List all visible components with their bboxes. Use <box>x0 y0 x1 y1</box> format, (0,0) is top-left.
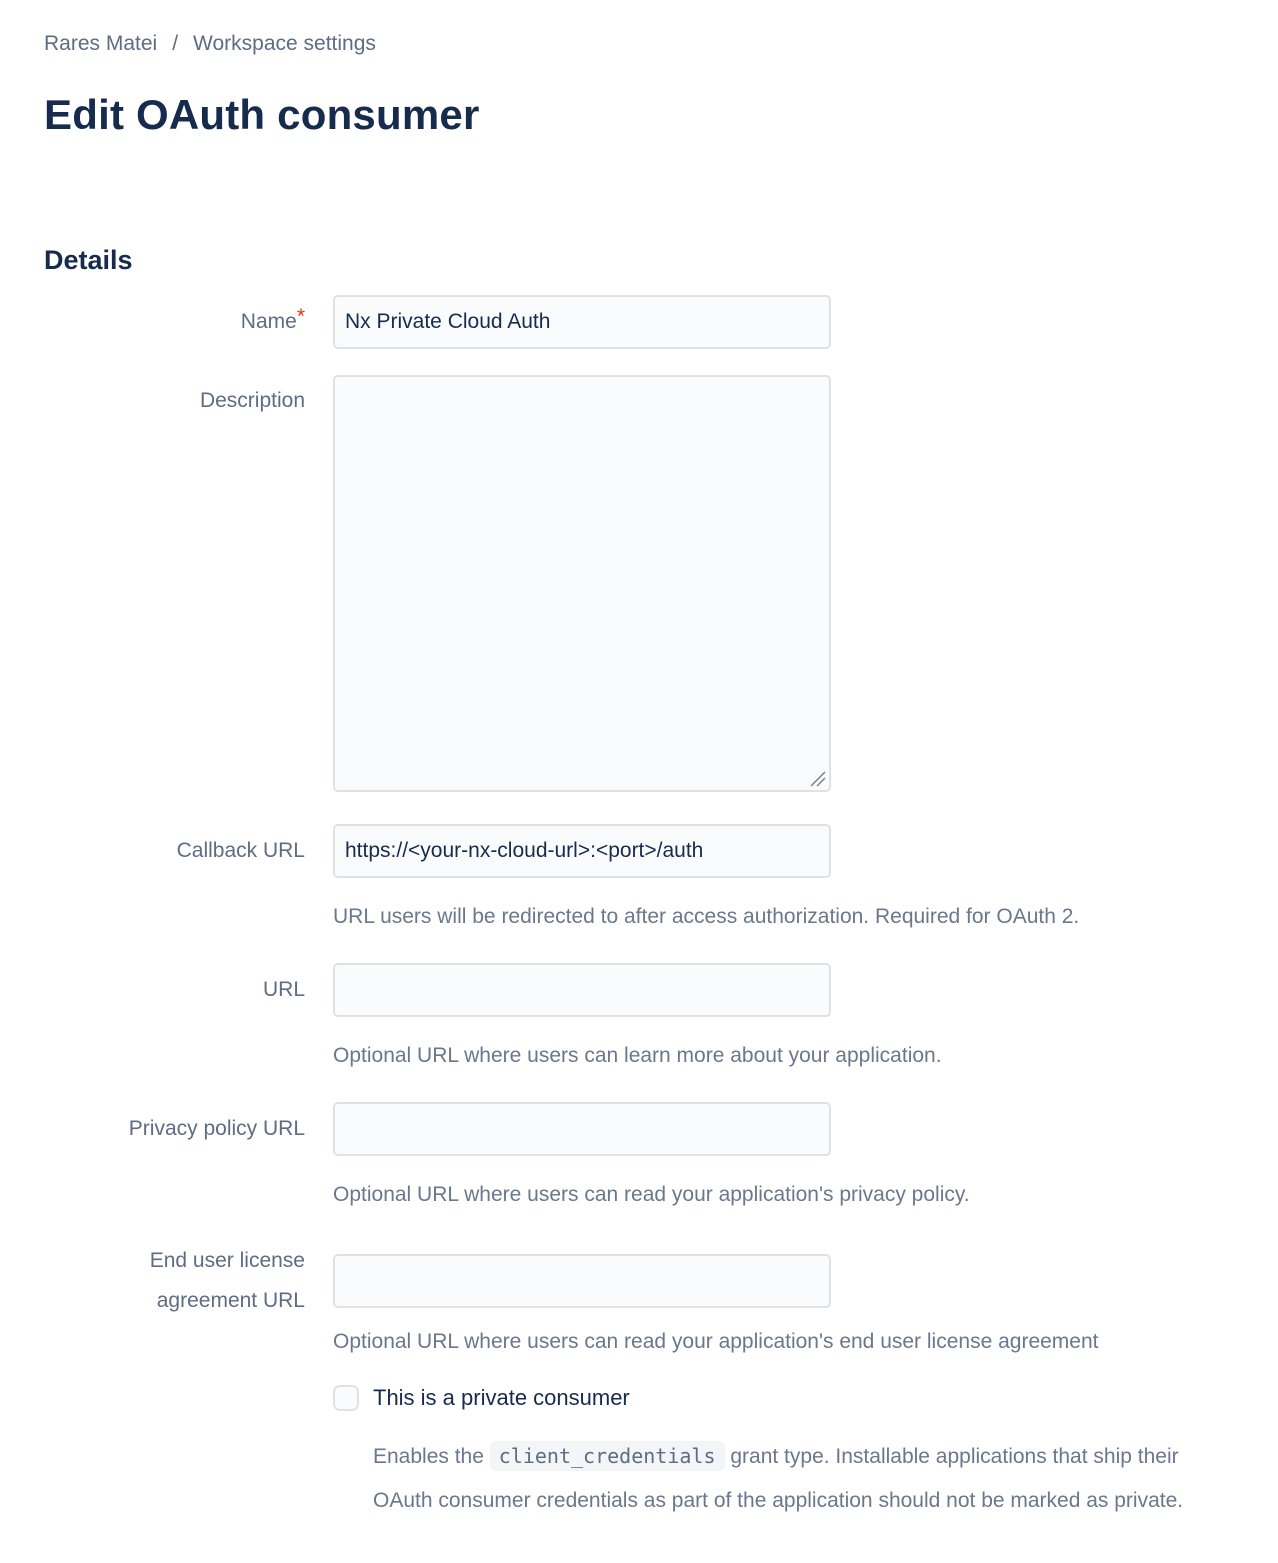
breadcrumb-separator: / <box>172 32 179 55</box>
client-credentials-code-chip: client_credentials <box>490 1441 725 1471</box>
description-textarea[interactable] <box>333 375 831 792</box>
privacy-policy-url-field-row <box>44 1102 1234 1156</box>
url-label: URL <box>262 978 305 1001</box>
url-input[interactable] <box>333 963 831 1017</box>
breadcrumb <box>44 30 1234 58</box>
name-label: Name* <box>240 305 305 333</box>
private-consumer-help-row <box>44 1434 1234 1523</box>
name-input[interactable] <box>333 295 831 349</box>
callback-url-field-group <box>44 824 1234 932</box>
page-title: Edit OAuth consumer <box>44 91 480 138</box>
privacy-policy-url-help-text: Optional URL where users can read your application's privacy policy. <box>333 1183 970 1206</box>
eula-url-input[interactable] <box>333 1254 831 1308</box>
eula-url-help-text: Optional URL where users can read your application's end user license agreement <box>333 1330 1099 1353</box>
url-field-row <box>44 963 1234 1017</box>
private-consumer-help-text: Enables the client_credentials grant type. Installable applications that ship their OAuth consumer credentials as part of the application should not be marked as private. <box>373 1434 1211 1523</box>
name-field-row <box>44 295 1234 349</box>
callback-url-help-text: URL users will be redirected to after access authorization. Required for OAuth 2. <box>333 905 1080 928</box>
privacy-policy-url-input[interactable] <box>333 1102 831 1156</box>
callback-url-input[interactable] <box>333 824 831 878</box>
eula-url-label: End user license agreement URL <box>149 1249 305 1312</box>
privacy-policy-url-label: Privacy policy URL <box>128 1117 305 1140</box>
breadcrumb-workspace-settings-link[interactable]: Workspace settings <box>193 32 376 55</box>
description-field-row <box>44 375 1234 792</box>
required-asterisk: * <box>296 305 305 328</box>
eula-url-field-row <box>44 1241 1234 1321</box>
url-field-group <box>44 963 1234 1071</box>
url-help-text: Optional URL where users can learn more about your application. <box>333 1044 942 1067</box>
details-section-heading: Details <box>44 245 133 275</box>
callback-url-label: Callback URL <box>176 839 305 862</box>
description-label: Description <box>199 389 305 412</box>
callback-url-field-row <box>44 824 1234 878</box>
private-consumer-row <box>44 1385 1234 1411</box>
breadcrumb-workspace-link[interactable]: Rares Matei <box>44 32 158 55</box>
private-consumer-label[interactable]: This is a private consumer <box>373 1385 630 1410</box>
private-consumer-checkbox[interactable] <box>333 1385 359 1411</box>
privacy-policy-url-field-group <box>44 1102 1234 1210</box>
textarea-resize-handle[interactable] <box>808 769 826 787</box>
eula-url-field-group <box>44 1241 1234 1357</box>
